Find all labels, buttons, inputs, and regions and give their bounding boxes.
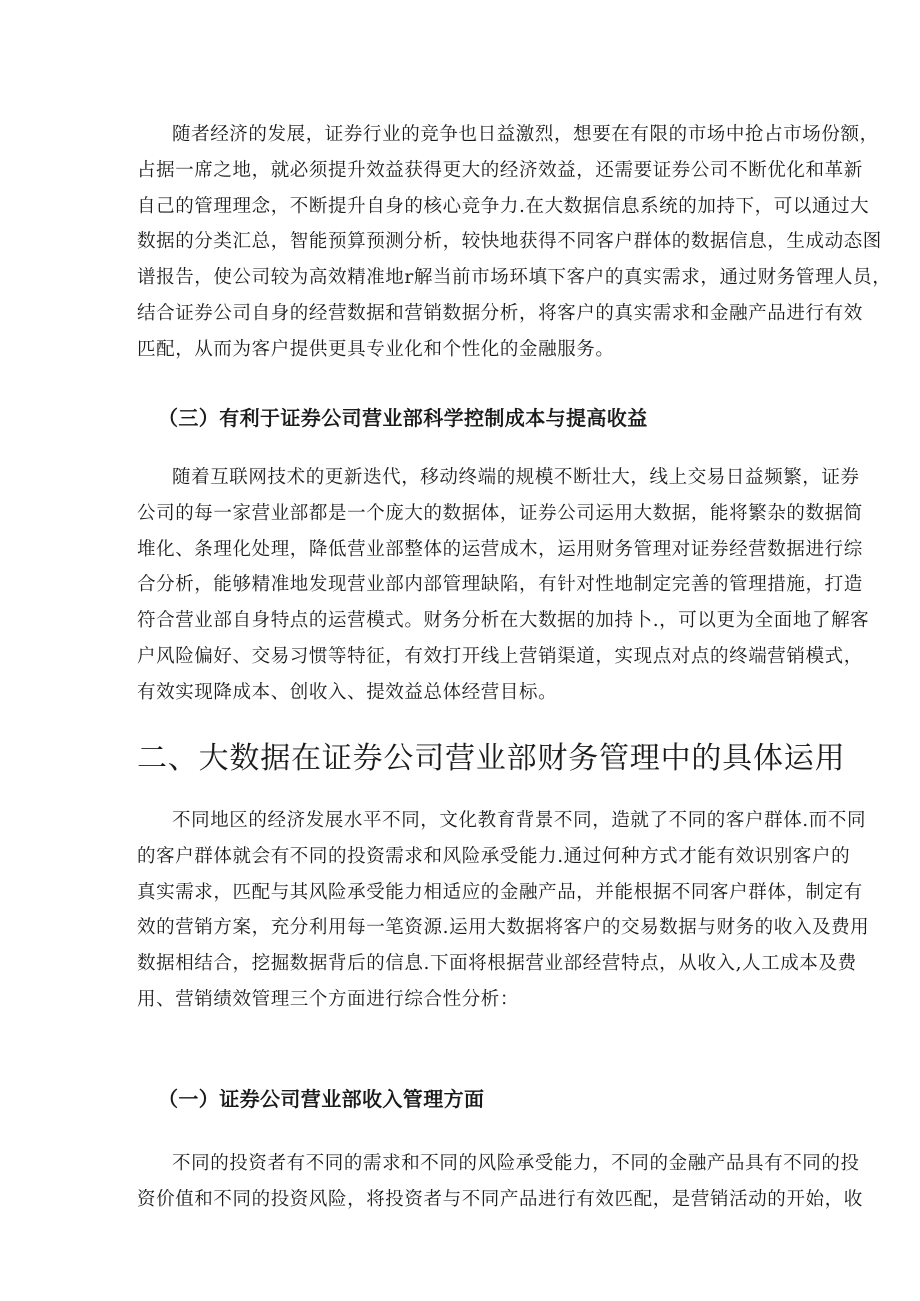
paragraph-line: 合分析，能够精准地发现营业部内部管理缺陷，有针对性地制定完善的管理措施，打造 — [137, 574, 863, 596]
paragraph-line: 不同的投资者有不同的需求和不同的风险承受能力，不同的金融产品具有不同的投 — [172, 1153, 860, 1174]
paragraph-line: 数据相结合，挖掘数据背后的信息.下面将根据营业部经营特点，从收入,人工成本及费 — [137, 953, 857, 975]
paragraph-line: 真实需求，匹配与其风险承受能力相适应的金融产品，并能根据不同客户群体，制定有 — [137, 881, 863, 903]
paragraph-line: 资价值和不同的投资风险，将投资者与不同产品进行有效匹配，是营销活动的开始，收 — [137, 1188, 863, 1210]
paragraph-line: 随者经济的发展，证券行业的竞争也日益激烈，想要在有限的市场中抢占市场份额， — [172, 124, 879, 145]
paragraph-line: 有效实现降成本、创收入、提效益总体经营目标。 — [137, 681, 558, 703]
paragraph-line: 公司的每一家营业部都是一个庞大的数据体，证券公司运用大数据，能将繁杂的数据简 — [137, 502, 863, 524]
paragraph-2 — [137, 460, 870, 711]
section-heading-3: （三）有利于证券公司营业部科学控制成本与提高收益 — [158, 406, 648, 430]
paragraph-line: 谱报告，使公司较为高效精准地r解当前市场环填下客户的真实需求，通过财务管理人员， — [137, 267, 892, 289]
paragraph-line: 随着互联网技术的更新迭代，移动终端的规模不断壮大，线上交易日益频繁，证券 — [172, 467, 860, 488]
paragraph-line: 的客户群体就会有不同的投资需求和风险承受能力.通过何种方式才能有效识别客户的 — [137, 845, 851, 867]
paragraph-4 — [137, 1146, 863, 1218]
paragraph-line: 不同地区的经济发展水平不同，文化教育背景不同，造就了不同的客户群体.而不同 — [172, 810, 867, 831]
paragraph-line: 结合证券公司自身的经营数据和营销数据分析，将客户的真实需求和金融产品进行有效 — [137, 302, 863, 324]
paragraph-line: 符合营业部自身特点的运营模式。财务分析在大数据的加持卜.，可以更为全面地了解客 — [137, 610, 870, 632]
paragraph-line: 匹配，从而为客户提供更具专业化和个性化的金融服务。 — [137, 338, 615, 360]
paragraph-line: 数据的分类汇总，智能预算预测分析，较快地获得不同客户群体的数据信息，生成动态图 — [137, 231, 882, 253]
section-heading-2: 二、大数据在证券公司营业部财务管理中的具体运用 — [137, 741, 846, 776]
paragraph-line: 效的营销方案，充分利用每一笔资源.运用大数据将客户的交易数据与财务的收入及费用 — [137, 917, 870, 939]
section-heading-3: （一）证券公司营业部收入管理方面 — [158, 1087, 485, 1111]
paragraph-line: 户风险偏好、交易习惯等特征，有效打开线上营销渠道，实现点对点的终端营销模式， — [137, 645, 863, 667]
paragraph-1 — [137, 117, 892, 368]
paragraph-line: 自己的管理理念，不断提升自身的核心竞争力.在大数据信息系统的加持下，可以通过大 — [137, 195, 870, 217]
paragraph-line: 用、营销绩效管理三个方面进行综合性分析： — [137, 988, 520, 1010]
paragraph-line: 堆化、条理化处理，降低营业部整体的运营成木，运用财务管理对证券经营数据进行综 — [137, 538, 863, 560]
paragraph-3 — [137, 803, 870, 1018]
paragraph-line: 占据一席之地，就必须提升效益获得更大的经济效益，还需要证券公司不断优化和革新 — [137, 159, 863, 181]
